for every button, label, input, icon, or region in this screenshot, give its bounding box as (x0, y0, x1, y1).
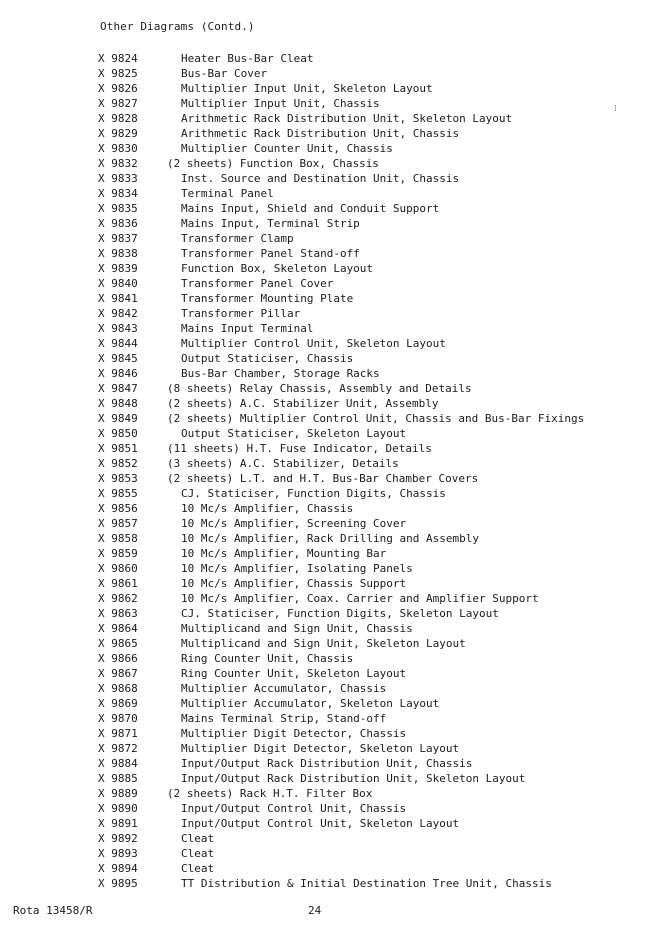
list-item (98, 741, 584, 756)
diagram-description: Arithmetic Rack Distribution Unit, Skeleton Layout (181, 112, 513, 125)
diagram-number: X 9838 (98, 247, 138, 260)
sheet-count: (3 sheets) (167, 457, 234, 470)
diagram-description: Mains Input, Shield and Conduit Support (181, 202, 440, 215)
list-item (98, 126, 584, 141)
list-item (98, 861, 584, 876)
diagram-number: X 9864 (98, 622, 138, 635)
list-item (98, 141, 584, 156)
diagram-description: 10 Mc/s Amplifier, Chassis Support (181, 577, 407, 590)
diagram-description: Mains Terminal Strip, Stand-off (181, 712, 387, 725)
diagram-description: A.C. Stabilizer Unit, Assembly (239, 397, 439, 410)
diagram-number: X 9842 (98, 307, 138, 320)
diagram-number: X 9848 (98, 397, 138, 410)
diagram-description: Mains Input Terminal (181, 322, 314, 335)
diagram-description: Multiplier Control Unit, Chassis and Bus-Bar Fixings (239, 412, 585, 425)
diagram-number: X 9862 (98, 592, 138, 605)
list-item (98, 291, 584, 306)
diagram-description: Ring Counter Unit, Skeleton Layout (181, 667, 407, 680)
list-item (98, 156, 584, 171)
list-item (98, 756, 584, 771)
list-item (98, 96, 584, 111)
diagram-number: X 9868 (98, 682, 138, 695)
diagram-description: Input/Output Rack Distribution Unit, Chassis (181, 757, 473, 770)
list-item (98, 351, 584, 366)
diagram-description: 10 Mc/s Amplifier, Isolating Panels (181, 562, 413, 575)
list-item (98, 231, 584, 246)
diagram-number: X 9869 (98, 697, 138, 710)
diagram-number: X 9859 (98, 547, 138, 560)
diagram-description: 10 Mc/s Amplifier, Chassis (181, 502, 354, 515)
diagram-description: Input/Output Rack Distribution Unit, Skeleton Layout (181, 772, 526, 785)
diagram-description: Multiplier Input Unit, Skeleton Layout (181, 82, 433, 95)
diagram-number: X 9850 (98, 427, 138, 440)
diagram-description: Inst. Source and Destination Unit, Chassis (181, 172, 460, 185)
diagram-description: Transformer Mounting Plate (181, 292, 354, 305)
list-item (98, 246, 584, 261)
document-reference: Rota 13458/R (13, 904, 93, 917)
diagram-description: 10 Mc/s Amplifier, Coax. Carrier and Amplifier Support (181, 592, 539, 605)
list-item (98, 201, 584, 216)
list-item (98, 396, 584, 411)
diagram-number: X 9891 (98, 817, 138, 830)
diagram-description: Output Staticiser, Skeleton Layout (181, 427, 407, 440)
list-item (98, 666, 584, 681)
diagram-number: X 9867 (98, 667, 138, 680)
sheet-count: (2 sheets) (167, 472, 234, 485)
diagram-number: X 9861 (98, 577, 138, 590)
list-item (98, 471, 584, 486)
diagram-description: Terminal Panel (181, 187, 274, 200)
diagram-number: X 9824 (98, 52, 138, 65)
diagram-description: Function Box, Skeleton Layout (181, 262, 374, 275)
list-item (98, 576, 584, 591)
diagram-description: A.C. Stabilizer, Details (239, 457, 399, 470)
diagram-number: X 9860 (98, 562, 138, 575)
diagram-description: Multiplier Counter Unit, Chassis (181, 142, 393, 155)
list-item (98, 441, 584, 456)
list-item (98, 546, 584, 561)
diagram-number: X 9857 (98, 517, 138, 530)
diagram-description: Function Box, Chassis (239, 157, 379, 170)
diagram-description: Transformer Pillar (181, 307, 301, 320)
diagram-description: Bus-Bar Chamber, Storage Racks (181, 367, 380, 380)
list-item (98, 66, 584, 81)
diagram-description: Input/Output Control Unit, Chassis (181, 802, 407, 815)
diagram-description: Multiplier Accumulator, Skeleton Layout (181, 697, 440, 710)
diagram-number: X 9844 (98, 337, 138, 350)
list-item (98, 486, 584, 501)
list-item (98, 831, 584, 846)
diagram-description: CJ. Staticiser, Function Digits, Skeleton Layout (181, 607, 499, 620)
list-item (98, 501, 584, 516)
diagram-description: H.T. Fuse Indicator, Details (246, 442, 432, 455)
list-item (98, 276, 584, 291)
list-item (98, 306, 584, 321)
list-item (98, 636, 584, 651)
list-item (98, 111, 584, 126)
list-item (98, 696, 584, 711)
diagram-number: X 9856 (98, 502, 138, 515)
diagram-number: X 9825 (98, 67, 138, 80)
list-item (98, 411, 584, 426)
diagram-description: Bus-Bar Cover (181, 67, 268, 80)
diagram-number: X 9845 (98, 352, 138, 365)
diagram-description: Heater Bus-Bar Cleat (181, 52, 314, 65)
diagram-description: Transformer Panel Cover (181, 277, 334, 290)
diagram-number: X 9892 (98, 832, 138, 845)
sheet-count: (11 sheets) (167, 442, 240, 455)
list-item (98, 516, 584, 531)
list-item (98, 621, 584, 636)
diagram-description: Transformer Clamp (181, 232, 294, 245)
list-item (98, 456, 584, 471)
diagram-number: X 9834 (98, 187, 138, 200)
list-item (98, 366, 584, 381)
list-item (98, 216, 584, 231)
list-item (98, 171, 584, 186)
diagram-description: Input/Output Control Unit, Skeleton Layout (181, 817, 460, 830)
sheet-count: (2 sheets) (167, 412, 234, 425)
diagram-number: X 9853 (98, 472, 138, 485)
diagram-number: X 9835 (98, 202, 138, 215)
diagram-description: Multiplicand and Sign Unit, Skeleton Layout (181, 637, 466, 650)
diagram-number: X 9885 (98, 772, 138, 785)
sheet-count: (8 sheets) (167, 382, 234, 395)
diagram-description: Cleat (181, 832, 215, 845)
diagram-description: Arithmetic Rack Distribution Unit, Chassis (181, 127, 460, 140)
diagram-description: Cleat (181, 862, 215, 875)
diagram-description: L.T. and H.T. Bus-Bar Chamber Covers (239, 472, 479, 485)
diagram-description: CJ. Staticiser, Function Digits, Chassis (181, 487, 446, 500)
list-item (98, 651, 584, 666)
list-item (98, 711, 584, 726)
diagram-description: Multiplicand and Sign Unit, Chassis (181, 622, 413, 635)
diagram-description: Rack H.T. Filter Box (239, 787, 373, 800)
diagram-number: X 9851 (98, 442, 138, 455)
list-item (98, 876, 584, 891)
diagram-number: X 9826 (98, 82, 138, 95)
diagram-number: X 9884 (98, 757, 138, 770)
list-item (98, 771, 584, 786)
list-item (98, 531, 584, 546)
diagram-number: X 9847 (98, 382, 138, 395)
diagram-number: X 9833 (98, 172, 138, 185)
diagram-number: X 9836 (98, 217, 138, 230)
list-item (98, 321, 584, 336)
diagram-number: X 9894 (98, 862, 138, 875)
diagram-number: X 9866 (98, 652, 138, 665)
diagram-description: Transformer Panel Stand-off (181, 247, 360, 260)
diagram-number: X 9840 (98, 277, 138, 290)
diagram-number: X 9841 (98, 292, 138, 305)
page-number: 24 (308, 904, 322, 917)
sheet-count: (2 sheets) (167, 157, 234, 170)
diagram-description: 10 Mc/s Amplifier, Rack Drilling and Assembly (181, 532, 480, 545)
diagram-description: Cleat (181, 847, 215, 860)
diagram-number: X 9855 (98, 487, 138, 500)
list-item (98, 186, 584, 201)
diagram-list (98, 51, 584, 891)
diagram-number: X 9870 (98, 712, 138, 725)
diagram-number: X 9827 (98, 97, 138, 110)
diagram-number: X 9843 (98, 322, 138, 335)
list-item (98, 51, 584, 66)
diagram-description: Ring Counter Unit, Chassis (181, 652, 354, 665)
diagram-number: X 9839 (98, 262, 138, 275)
diagram-number: X 9893 (98, 847, 138, 860)
list-item (98, 381, 584, 396)
list-item (98, 261, 584, 276)
diagram-description: Mains Input, Terminal Strip (181, 217, 360, 230)
list-item (98, 426, 584, 441)
diagram-number: X 9890 (98, 802, 138, 815)
diagram-number: X 9852 (98, 457, 138, 470)
list-item (98, 726, 584, 741)
list-item (98, 681, 584, 696)
diagram-description: Multiplier Input Unit, Chassis (181, 97, 380, 110)
diagram-number: X 9871 (98, 727, 138, 740)
diagram-number: X 9849 (98, 412, 138, 425)
margin-mark: ⁝ (614, 104, 617, 114)
list-item (98, 846, 584, 861)
list-item (98, 801, 584, 816)
diagram-description: Multiplier Control Unit, Skeleton Layout (181, 337, 446, 350)
list-item (98, 561, 584, 576)
diagram-number: X 9858 (98, 532, 138, 545)
diagram-number: X 9837 (98, 232, 138, 245)
diagram-description: Multiplier Digit Detector, Chassis (181, 727, 407, 740)
diagram-number: X 9889 (98, 787, 138, 800)
diagram-description: 10 Mc/s Amplifier, Mounting Bar (181, 547, 387, 560)
diagram-description: TT Distribution & Initial Destination Tree Unit, Chassis (181, 877, 552, 890)
list-item (98, 336, 584, 351)
diagram-description: Multiplier Digit Detector, Skeleton Layout (181, 742, 460, 755)
diagram-number: X 9895 (98, 877, 138, 890)
diagram-description: Relay Chassis, Assembly and Details (239, 382, 472, 395)
list-item (98, 81, 584, 96)
diagram-number: X 9828 (98, 112, 138, 125)
diagram-number: X 9829 (98, 127, 138, 140)
diagram-description: Output Staticiser, Chassis (181, 352, 354, 365)
diagram-number: X 9832 (98, 157, 138, 170)
diagram-number: X 9846 (98, 367, 138, 380)
list-item (98, 816, 584, 831)
page-title: Other Diagrams (Contd.) (100, 20, 255, 33)
diagram-number: X 9872 (98, 742, 138, 755)
list-item (98, 606, 584, 621)
diagram-number: X 9865 (98, 637, 138, 650)
sheet-count: (2 sheets) (167, 787, 234, 800)
diagram-number: X 9830 (98, 142, 138, 155)
list-item (98, 786, 584, 801)
list-item (98, 591, 584, 606)
diagram-description: 10 Mc/s Amplifier, Screening Cover (181, 517, 407, 530)
sheet-count: (2 sheets) (167, 397, 234, 410)
diagram-number: X 9863 (98, 607, 138, 620)
diagram-description: Multiplier Accumulator, Chassis (181, 682, 387, 695)
